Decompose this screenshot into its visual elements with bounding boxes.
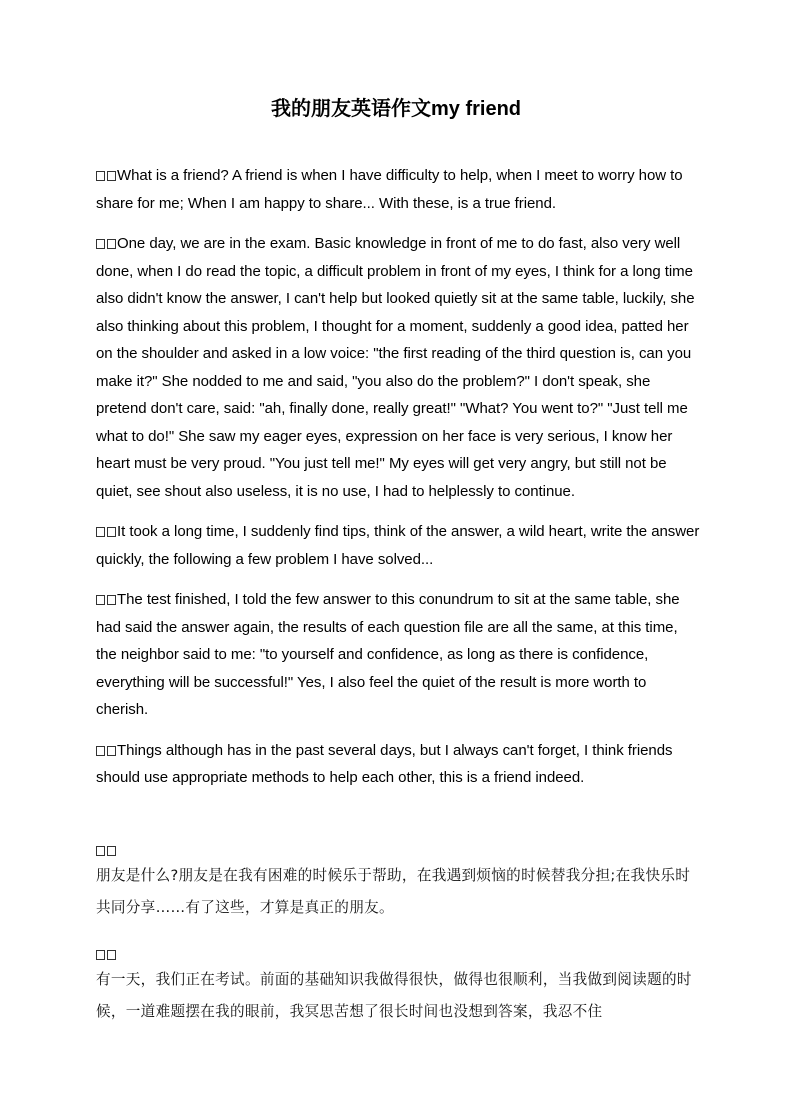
- indent-box-icon: [96, 946, 117, 966]
- english-paragraph-3-text: It took a long time, I suddenly find tips, think of the answer, a wild heart, write the answer quickly, the following a few problem I have solved...: [96, 523, 700, 568]
- document-title: 我的朋友英语作文my friend: [270, 98, 522, 120]
- english-paragraph-3: [96, 518, 702, 573]
- indent-box-icon: [96, 236, 117, 251]
- indent-box-icon: [96, 168, 117, 183]
- indent-box-icon: [96, 743, 117, 758]
- english-paragraph-1: [96, 162, 702, 217]
- indent-box-icon: [96, 592, 117, 607]
- english-essay: [96, 162, 702, 805]
- english-paragraph-5: [96, 737, 702, 792]
- chinese-paragraph-1: 朋友是什么?朋友是在我有困难的时候乐于帮助，在我遇到烦恼的时候替我分担;在我快乐时共同分享……有了这些，才算是真正的朋友。: [96, 867, 691, 916]
- chinese-paragraph-2: 有一天，我们正在考试。前面的基础知识我做得很快，做得也很顺利，当我做到阅读题的时候，一道难题摆在我的眼前，我冥思苦想了很长时间也没想到答案，我忍不住: [96, 971, 692, 1020]
- indent-box-icon: [96, 524, 117, 539]
- english-paragraph-1-text: What is a friend? A friend is when I have difficulty to help, when I meet to worry how to share for me; When I am happy to share... With these, is a true friend.: [96, 167, 683, 212]
- english-paragraph-4: [96, 586, 702, 724]
- indent-box-icon: [96, 842, 117, 862]
- english-paragraph-4-text: The test finished, I told the few answer to this conundrum to sit at the same table, she had said the answer again, the results of each question file are all the same, at this time, the neighbor said to me: "to yourself and confidence, as long as there is confidence, everything will be successful!" Yes, I also feel the quiet of the result is more worth to cherish.: [96, 591, 680, 718]
- english-paragraph-5-text: Things although has in the past several days, but I always can't forget, I think friends should use appropriate methods to help each other, this is a friend indeed.: [96, 741, 673, 786]
- english-paragraph-2-text: One day, we are in the exam. Basic knowledge in front of me to do fast, also very well done, when I do read the topic, a difficult problem in front of my eyes, I think for a long time also didn't know the answer, I can't help but looked quietly sit at the same table, luckily, she also thinking about this problem, I thought for a moment, suddenly a good idea, patted her on the shoulder and asked in a low voice: "the first reading of the third question is, can you make it?" She nodded to me and said, "you also do the problem?" I don't speak, she pretend don't care, said: "ah, finally done, really great!" "What? You went to?" "Just tell me what to do!" She saw my eager eyes, expression on her face is very serious, I know her heart must be very proud. "You just tell me!" My eyes will get very angry, but still not be quiet, see shout also useless, it is no use, I had to helplessly to continue.: [96, 235, 695, 500]
- english-paragraph-2: [96, 230, 702, 505]
